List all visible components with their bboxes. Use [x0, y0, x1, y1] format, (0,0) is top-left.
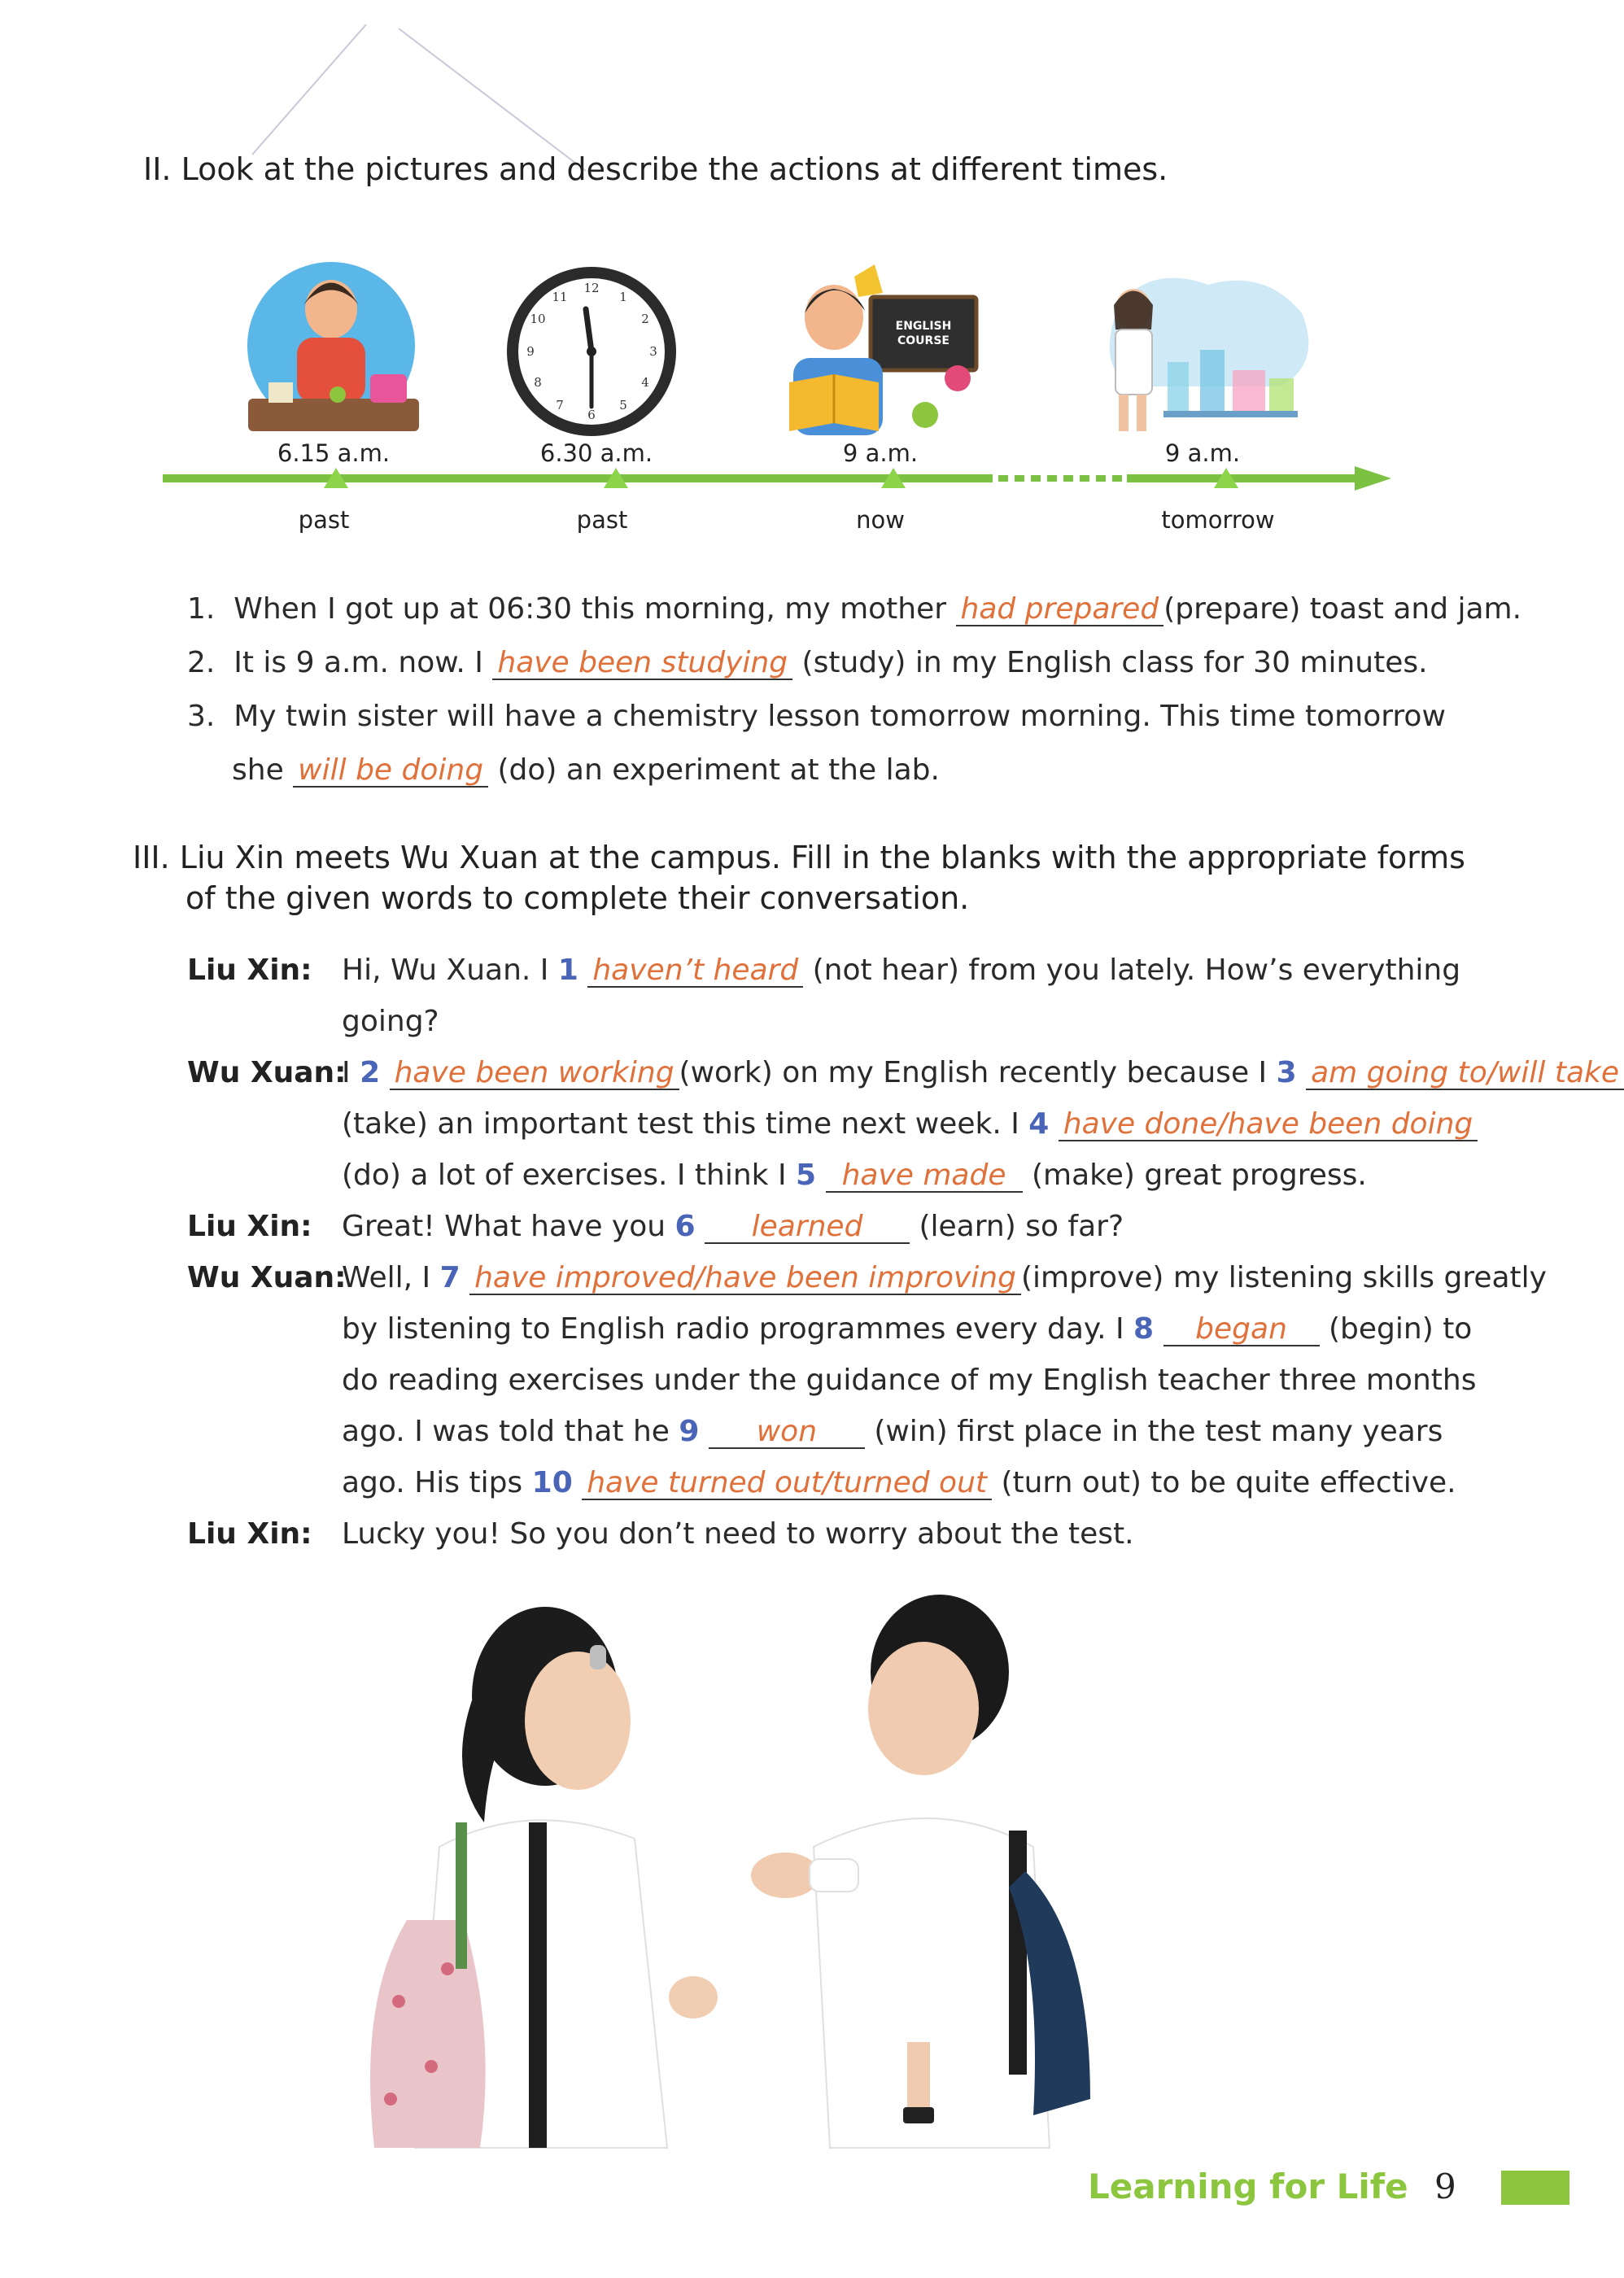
answer-blank-c4[interactable]: have done/have been doing [1059, 1109, 1478, 1141]
svg-text:7: 7 [556, 398, 564, 412]
svg-text:6: 6 [587, 408, 596, 422]
svg-text:ENGLISH: ENGLISH [895, 320, 952, 333]
time-label-3: 9 a.m. [842, 439, 919, 467]
answer-blank-c3[interactable]: am going to/will take [1306, 1058, 1624, 1090]
conversation-line-8: by listening to English radio programmes every day. I 8 began (begin) to [342, 1312, 1473, 1346]
answer-blank-3[interactable]: will be doing [293, 755, 488, 788]
svg-text:1: 1 [619, 290, 627, 304]
section-3-heading-line-2: of the given words to complete their conversation. [186, 880, 970, 916]
answer-blank-c5[interactable]: have made [826, 1160, 1023, 1193]
answer-blank-2[interactable]: have been studying [492, 648, 792, 680]
question-3: 3. My twin sister will have a chemistry lesson tomorrow morning. This time tomorrow [187, 700, 1446, 733]
time-label-1: 6.15 a.m. [277, 439, 391, 467]
answer-blank-c9[interactable]: won [709, 1416, 865, 1449]
answer-blank-1[interactable]: had prepared [956, 594, 1164, 626]
speaker-liu-xin: Liu Xin: [187, 954, 312, 987]
footer-title: Learning for Life [1088, 2167, 1408, 2206]
conversation-line-10: ago. I was told that he 9 won (win) first place in the test many years [342, 1415, 1443, 1448]
students-photo [342, 1578, 1204, 2148]
svg-text:11: 11 [552, 290, 568, 304]
conversation-line-4: (take) an important test this time next week. I 4 have done/have been doing [342, 1107, 1478, 1141]
answer-blank-c10[interactable]: have turned out/turned out [582, 1468, 992, 1500]
boy-studying-image [777, 260, 984, 443]
speaker-wu-xuan-2: Wu Xuan: [187, 1261, 347, 1294]
svg-text:12: 12 [583, 281, 600, 295]
tick-label-tomorrow: tomorrow [1161, 506, 1275, 534]
time-label-4: 9 a.m. [1164, 439, 1241, 467]
svg-text:5: 5 [619, 398, 627, 412]
svg-text:3: 3 [649, 344, 657, 359]
question-3-continued: she will be doing (do) an experiment at the lab. [232, 753, 940, 787]
tick-label-past-1: past [298, 506, 350, 534]
conversation-line-12: Lucky you! So you don’t need to worry about the test. [342, 1517, 1134, 1551]
svg-text:10: 10 [530, 312, 546, 326]
svg-text:2: 2 [641, 312, 649, 326]
answer-blank-c2[interactable]: have been working [390, 1058, 679, 1090]
section-2-heading: II. Look at the pictures and describe the actions at different times. [143, 151, 1168, 187]
mother-cooking-image [240, 260, 427, 443]
tick-label-now: now [856, 506, 905, 534]
question-1: 1. When I got up at 06:30 this morning, my mother had prepared (prepare) toast and jam. [187, 592, 1522, 626]
answer-blank-c1[interactable]: haven’t heard [587, 955, 803, 988]
footer-green-block [1501, 2171, 1569, 2205]
page-number: 9 [1434, 2167, 1456, 2206]
answer-blank-c8[interactable]: began [1163, 1314, 1320, 1346]
conversation-line-6: Great! What have you 6 learned (learn) so far? [342, 1210, 1124, 1243]
conversation-line-1: Hi, Wu Xuan. I 1 haven’t heard (not hear) from you lately. How’s everything [342, 954, 1461, 987]
question-2: 2. It is 9 a.m. now. I have been studying (study) in my English class for 30 minutes. [187, 646, 1428, 679]
svg-text:4: 4 [641, 375, 649, 390]
svg-text:COURSE: COURSE [897, 334, 950, 347]
answer-blank-c7[interactable]: have improved/have been improving [469, 1263, 1021, 1295]
speaker-liu-xin-3: Liu Xin: [187, 1517, 312, 1551]
conversation-line-7: Well, I 7 have improved/have been improving (improve) my listening skills greatly [342, 1261, 1547, 1294]
speaker-wu-xuan: Wu Xuan: [187, 1056, 347, 1089]
conversation-line-2: going? [342, 1005, 439, 1038]
conversation-line-3: I 2 have been working (work) on my English recently because I 3 am going to/will take [342, 1056, 1624, 1090]
tick-label-past-2: past [576, 506, 628, 534]
conversation-line-5: (do) a lot of exercises. I think I 5 have made (make) great progress. [342, 1159, 1367, 1192]
timeline [159, 456, 1395, 504]
conversation-line-11: ago. His tips 10 have turned out/turned out (turn out) to be quite effective. [342, 1466, 1456, 1499]
section-3-heading-line-1: III. Liu Xin meets Wu Xuan at the campus. Fill in the blanks with the appropriate forms [133, 840, 1465, 875]
clock-image [504, 264, 679, 439]
girl-lab-image [1086, 273, 1314, 443]
speaker-liu-xin-2: Liu Xin: [187, 1210, 312, 1243]
svg-text:8: 8 [534, 375, 542, 390]
conversation-line-9: do reading exercises under the guidance of my English teacher three months [342, 1364, 1477, 1397]
answer-blank-c6[interactable]: learned [705, 1211, 910, 1244]
svg-text:9: 9 [526, 344, 535, 359]
time-label-2: 6.30 a.m. [539, 439, 653, 467]
